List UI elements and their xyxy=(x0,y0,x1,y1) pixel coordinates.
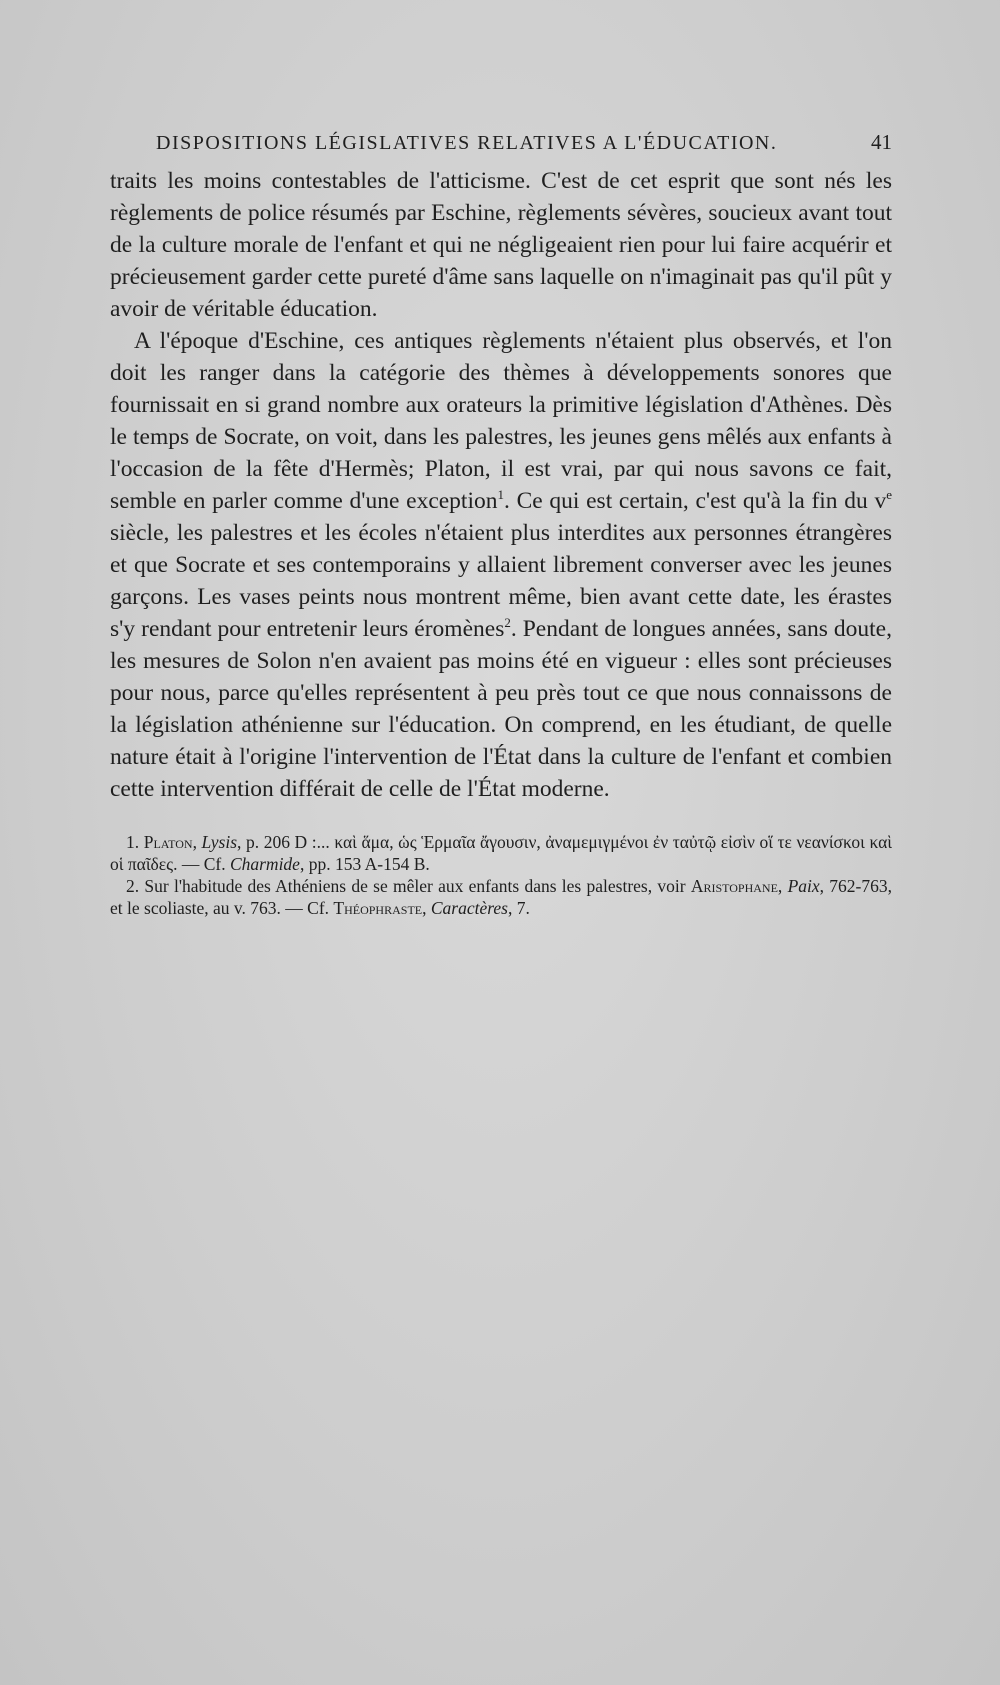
footnote-2-author: Aristophane xyxy=(690,876,778,896)
paragraph-2-part-2: . Ce qui est certain, c'est qu'à la fin du v xyxy=(504,488,887,514)
footnote-2 xyxy=(110,875,892,919)
paragraph-2-part-3: siècle, les palestres et les écoles n'étaient plus interdites aux personnes étrangères et que Socrate et ses contemporains y allaient librement converser avec les jeunes garçons. Les vases peints nous montrent même, bien avant cette date, les érastes s'y rendant pour entretenir leurs éromènes xyxy=(110,520,892,642)
footnote-ref-1: 1 xyxy=(497,487,504,503)
paragraph-2-part-1: A l'époque d'Eschine, ces antiques règlements n'étaient plus observés, et l'on doit les ranger dans la catégorie des thèmes à développements sonores que fournissait en si grand nombre aux orateurs la primitive législation d'Athènes. Dès le temps de Socrate, on voit, dans les palestres, les jeunes gens mêlés aux enfants à l'occasion de la fête d'Hermès; Platon, il est vrai, par qui nous savons ce fait, semble en parler comme d'une exception xyxy=(110,328,892,514)
running-title: DISPOSITIONS LÉGISLATIVES RELATIVES A L'ÉDUCATION. xyxy=(156,132,778,154)
paragraph-2 xyxy=(110,325,892,805)
footnote-1-work-2: Charmide xyxy=(229,854,300,874)
century-superscript: e xyxy=(886,487,892,503)
paragraph-2-part-4: . Pendant de longues années, sans doute, les mesures de Solon n'en avaient pas moins été en vigueur : elles sont précieuses pour nous, parce qu'elles représentent à peu près tout ce que nous connaissons de la législation athénienne sur l'éducation. On comprend, en les étudiant, de quelle nature était à l'origine l'intervention de l'État dans la culture de l'enfant et combien cette intervention différait de celle de l'État moderne. xyxy=(110,616,892,802)
book-page xyxy=(110,130,892,919)
footnote-2-sep: , xyxy=(777,876,788,896)
footnote-1-number: 1. xyxy=(126,832,140,852)
footnote-2-work: Paix xyxy=(787,876,820,896)
footnote-2-work-2: Caractères xyxy=(430,898,508,918)
footnote-1-author: Platon xyxy=(143,832,193,852)
footnote-ref-2: 2 xyxy=(504,615,511,631)
footnote-2-sep-2: , xyxy=(422,898,431,918)
footnote-1-text-2: , pp. 153 A-154 B. xyxy=(299,854,430,874)
footnote-1-text: , p. 206 D :... καὶ ἅμα, ὡς Ἑρμαῖα ἄγουσιν, ἀναμεμιγμένοι ἐν ταὐτῷ εἰσὶν οἵ τε νεανίσκοι καὶ οἱ παῖδες. — Cf. xyxy=(110,832,892,874)
footnotes xyxy=(110,831,892,919)
paragraph-1: traits les moins contestables de l'atticisme. C'est de cet esprit que sont nés les règlements de police résumés par Eschine, règlements sévères, soucieux avant tout de la culture morale de l'enfant et qui ne négligeaient rien pour lui faire acquérir et précieusement garder cette pureté d'âme sans laquelle on n'imaginait pas qu'il pût y avoir de véritable éducation. xyxy=(110,168,892,322)
footnote-2-text-3: , 7. xyxy=(507,898,530,918)
footnote-1 xyxy=(110,831,892,875)
body-text xyxy=(110,165,892,805)
footnote-2-text-2: , 762-763, et le scoliaste, au v. 763. — Cf. xyxy=(110,876,893,918)
footnote-2-number: 2. xyxy=(126,876,140,896)
running-head xyxy=(110,130,892,155)
page-number: 41 xyxy=(871,130,892,154)
footnote-1-work: Lysis xyxy=(201,832,238,852)
footnote-2-text: Sur l'habitude des Athéniens de se mêler aux enfants dans les palestres, voir xyxy=(139,876,691,896)
footnote-1-sep: , xyxy=(192,832,202,852)
footnote-2-author-2: Théophraste xyxy=(333,898,423,918)
